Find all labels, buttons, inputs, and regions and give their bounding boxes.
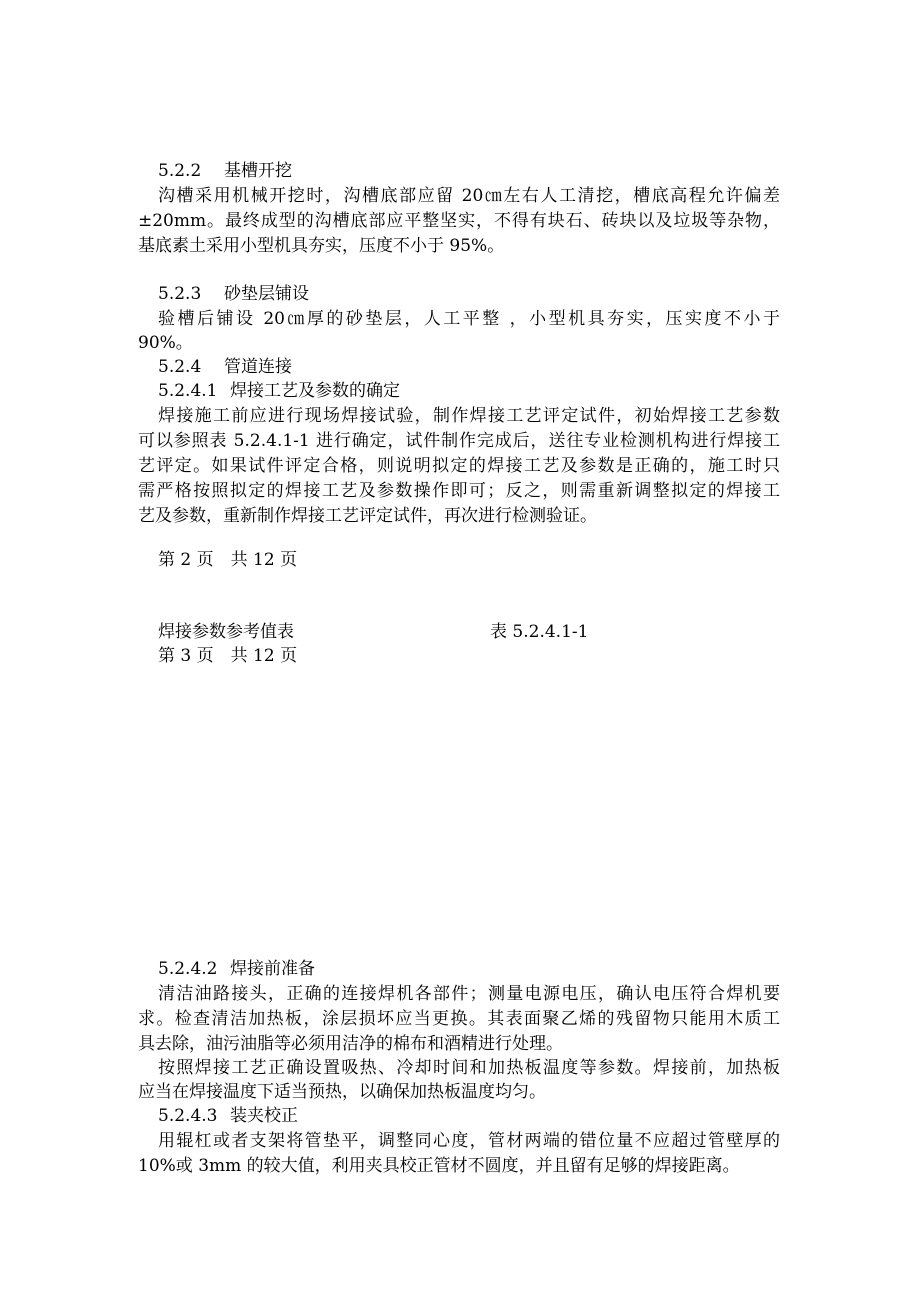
paragraph-line: 按照焊接工艺正确设置吸热、冷却时间和加热板温度等参数。焊接前，加热板 bbox=[158, 1058, 780, 1078]
section-number: 5.2.4.1 bbox=[158, 381, 218, 401]
section-title: 基槽开挖 bbox=[224, 161, 292, 181]
section-title: 管道连接 bbox=[224, 357, 292, 377]
paragraph-line: 验槽后铺设 20㎝厚的砂垫层，人工平整 ，小型机具夯实，压实度不小于 bbox=[158, 309, 780, 329]
section-number: 5.2.3 bbox=[158, 284, 202, 304]
table-number: 表 5.2.4.1-1 bbox=[490, 622, 589, 642]
paragraph-line: 求。检查清洁加热板，涂层损坏应当更换。其表面聚乙烯的残留物只能用木质工 bbox=[138, 1009, 780, 1029]
section-heading-5-2-4-1 bbox=[158, 379, 400, 403]
page-number-footer: 第 2 页 共 12 页 bbox=[158, 550, 298, 570]
section-number: 5.2.4 bbox=[158, 357, 202, 377]
paragraph-line: 需严格按照拟定的焊接工艺及参数操作即可；反之，则需重新调整拟定的焊接工 bbox=[138, 481, 780, 501]
page-number-footer: 第 3 页 共 12 页 bbox=[158, 646, 298, 666]
paragraph-line: 艺及参数，重新制作焊接工艺评定试件，再次进行检测验证。 bbox=[138, 506, 597, 526]
paragraph-line: 艺评定。如果试件评定合格，则说明拟定的焊接工艺及参数是正确的，施工时只 bbox=[138, 456, 780, 476]
section-heading-5-2-3 bbox=[158, 282, 309, 306]
paragraph-line: 90%。 bbox=[138, 333, 193, 353]
section-heading-5-2-4 bbox=[158, 355, 292, 379]
paragraph-line: 用辊杠或者支架将管垫平，调整同心度，管材两端的错位量不应超过管壁厚的 bbox=[158, 1131, 780, 1151]
section-heading-5-2-2 bbox=[158, 159, 292, 183]
paragraph-line: ±20mm。最终成型的沟槽底部应平整坚实，不得有块石、砖块以及垃圾等杂物， bbox=[138, 211, 780, 231]
paragraph-line: 沟槽采用机械开挖时，沟槽底部应留 20㎝左右人工清挖，槽底高程允许偏差 bbox=[158, 186, 780, 206]
section-heading-5-2-4-2 bbox=[158, 957, 315, 981]
section-title: 砂垫层铺设 bbox=[224, 284, 309, 304]
paragraph-line: 应当在焊接温度下适当预热，以确保加热板温度均匀。 bbox=[138, 1082, 546, 1102]
section-number: 5.2.4.2 bbox=[158, 959, 218, 979]
paragraph-line: 可以参照表 5.2.4.1-1 进行确定，试件制作完成后，送往专业检测机构进行焊接工 bbox=[138, 431, 780, 451]
paragraph-line: 清洁油路接头，正确的连接焊机各部件；测量电源电压，确认电压符合焊机要 bbox=[158, 984, 780, 1004]
section-title: 焊接工艺及参数的确定 bbox=[230, 381, 400, 401]
paragraph-line: 焊接施工前应进行现场焊接试验，制作焊接工艺评定试件，初始焊接工艺参数 bbox=[158, 406, 780, 426]
paragraph-line: 10%或 3mm 的较大值，利用夹具校正管材不圆度，并且留有足够的焊接距离。 bbox=[138, 1156, 740, 1176]
section-title: 焊接前准备 bbox=[230, 959, 315, 979]
section-number: 5.2.4.3 bbox=[158, 1106, 218, 1126]
section-number: 5.2.2 bbox=[158, 161, 202, 181]
section-heading-5-2-4-3 bbox=[158, 1104, 298, 1128]
paragraph-line: 具去除，油污油脂等必须用洁净的棉布和酒精进行处理。 bbox=[138, 1034, 563, 1054]
table-title: 焊接参数参考值表 bbox=[158, 622, 294, 642]
section-title: 装夹校正 bbox=[230, 1106, 298, 1126]
paragraph-line: 基底素土采用小型机具夯实，压度不小于 95%。 bbox=[138, 236, 505, 256]
